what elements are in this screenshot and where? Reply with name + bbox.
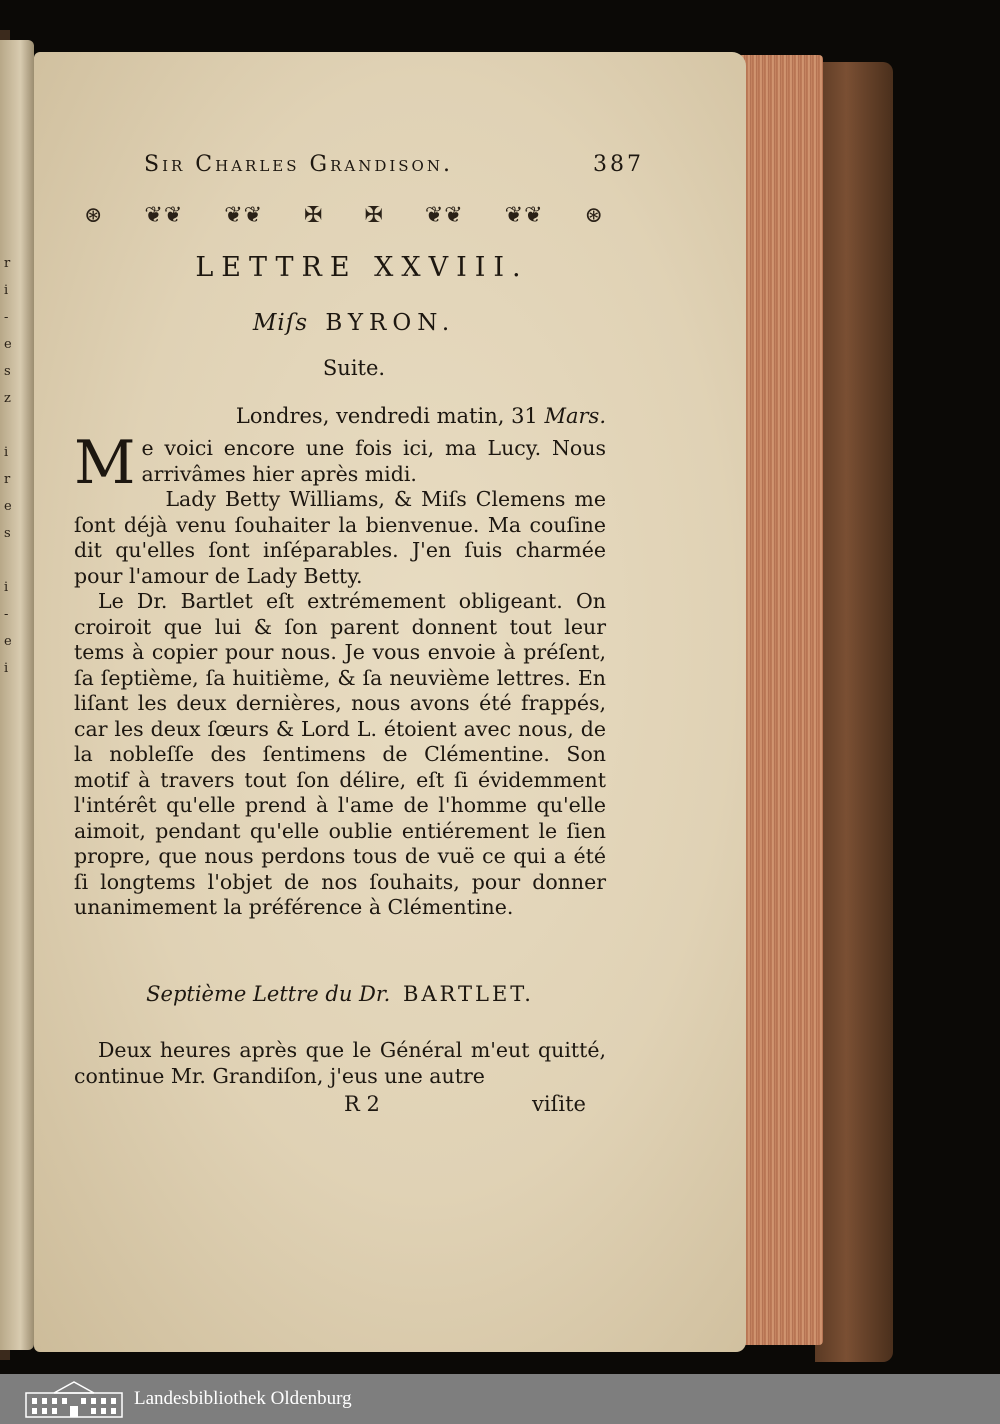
left-page-mark: - bbox=[4, 310, 9, 325]
ornament-glyph: ❦❦ bbox=[504, 202, 544, 228]
paragraph-2: Lady Betty Williams, & Miſs Clemens me ſont déjà venu ſouhaiter la bienvenue. Ma couſine dit qu'elles ſont inſéparables. J'en ſuis charmée pour l'amour de Lady Betty. bbox=[74, 487, 606, 588]
left-page-marks bbox=[4, 250, 16, 690]
left-page-mark: e bbox=[4, 499, 12, 514]
sub-heading-name: BARTLET. bbox=[402, 982, 534, 1006]
ornament-glyph: ⊛ bbox=[584, 202, 604, 228]
paragraph-1-text: e voici encore une fois ici, ma Lucy. Nous arrivâmes hier après midi. bbox=[141, 436, 606, 486]
left-page-mark: i bbox=[4, 661, 9, 676]
paragraph-3: Le Dr. Bartlet eſt extrémement obligeant. On croiroit que lui & ſon parent donnent tout leur tems à copier pour nous. Je vous envoie à préſent, ſa ſeptième, ſa huitième, & ſa neuvième lettres. En liſant les deux dernières, nous avons été frappés, car les deux ſœurs & Lord L. étoient avec nous, de la nobleſſe des ſentimens de Clémentine. Son motif à travers tout ſon délire, eſt ſi évidemment l'intérêt qu'elle prend à l'ame de l'homme qu'elle aimoit, pendant qu'elle oublie entiérement le ſien propre, que nous perdons tous de vuë ce qui a été ſi longtems l'objet de nos ſouhaits, pour donner unanimement la préférence à Clémentine. bbox=[74, 589, 606, 919]
signature-mark: R 2 bbox=[344, 1092, 380, 1116]
suite-label: Suite. bbox=[322, 356, 386, 380]
paragraph-1 bbox=[74, 428, 606, 498]
left-page-mark bbox=[4, 412, 16, 439]
left-page-mark: i bbox=[4, 283, 9, 298]
letter-body bbox=[74, 428, 606, 921]
sender-prefix: Miſs bbox=[252, 310, 309, 336]
left-page-mark: e bbox=[4, 337, 12, 352]
dateline bbox=[74, 404, 606, 428]
sub-heading bbox=[74, 982, 606, 1006]
library-building-icon bbox=[24, 1379, 124, 1419]
sub-heading-italic: Septième Lettre du Dr. bbox=[146, 982, 391, 1006]
paragraph-4: Deux heures après que le Général m'eut quitté, continue Mr. Grandiſon, j'eus une autre bbox=[74, 1038, 606, 1088]
left-page-mark: - bbox=[4, 607, 9, 622]
left-page-mark: i bbox=[4, 580, 9, 595]
ornament-glyph: ⊛ bbox=[84, 202, 104, 228]
running-title: Sir Charles Grandison. bbox=[144, 152, 453, 177]
left-page-mark: s bbox=[4, 364, 11, 379]
left-page-mark: i bbox=[4, 445, 9, 460]
ornament-band bbox=[84, 200, 604, 230]
book-page bbox=[34, 52, 746, 1352]
letter-title: LETTRE XXVIII. bbox=[195, 252, 529, 283]
left-page-mark bbox=[4, 547, 16, 574]
ornament-glyph: ❦❦ bbox=[144, 202, 184, 228]
sender-name: BYRON. bbox=[325, 310, 456, 336]
page-fore-edge bbox=[733, 55, 823, 1345]
left-page-mark: z bbox=[4, 391, 11, 406]
dateline-text: Londres, vendredi matin, 31 bbox=[235, 404, 538, 428]
left-page-mark: r bbox=[4, 256, 11, 271]
left-page-mark: s bbox=[4, 526, 11, 541]
drop-cap: M bbox=[74, 428, 136, 498]
ornament-glyph: ❦❦ bbox=[224, 202, 264, 228]
book-cover bbox=[815, 62, 893, 1362]
ornament-glyph: ❦❦ bbox=[424, 202, 464, 228]
library-name: Landesbibliothek Oldenburg bbox=[134, 1388, 352, 1409]
ornament-glyph: ✠ bbox=[364, 202, 384, 228]
catchword: viſite bbox=[532, 1092, 586, 1116]
left-page-mark: r bbox=[4, 472, 11, 487]
left-page-edge bbox=[0, 40, 34, 1350]
left-page-mark: e bbox=[4, 634, 12, 649]
second-body bbox=[74, 1038, 606, 1089]
ornament-glyph: ✠ bbox=[304, 202, 324, 228]
footer-bar bbox=[0, 1374, 1000, 1424]
page-number: 387 bbox=[593, 152, 644, 177]
letter-sender bbox=[94, 310, 614, 336]
running-head bbox=[144, 152, 644, 192]
dateline-month: Mars. bbox=[544, 404, 606, 428]
